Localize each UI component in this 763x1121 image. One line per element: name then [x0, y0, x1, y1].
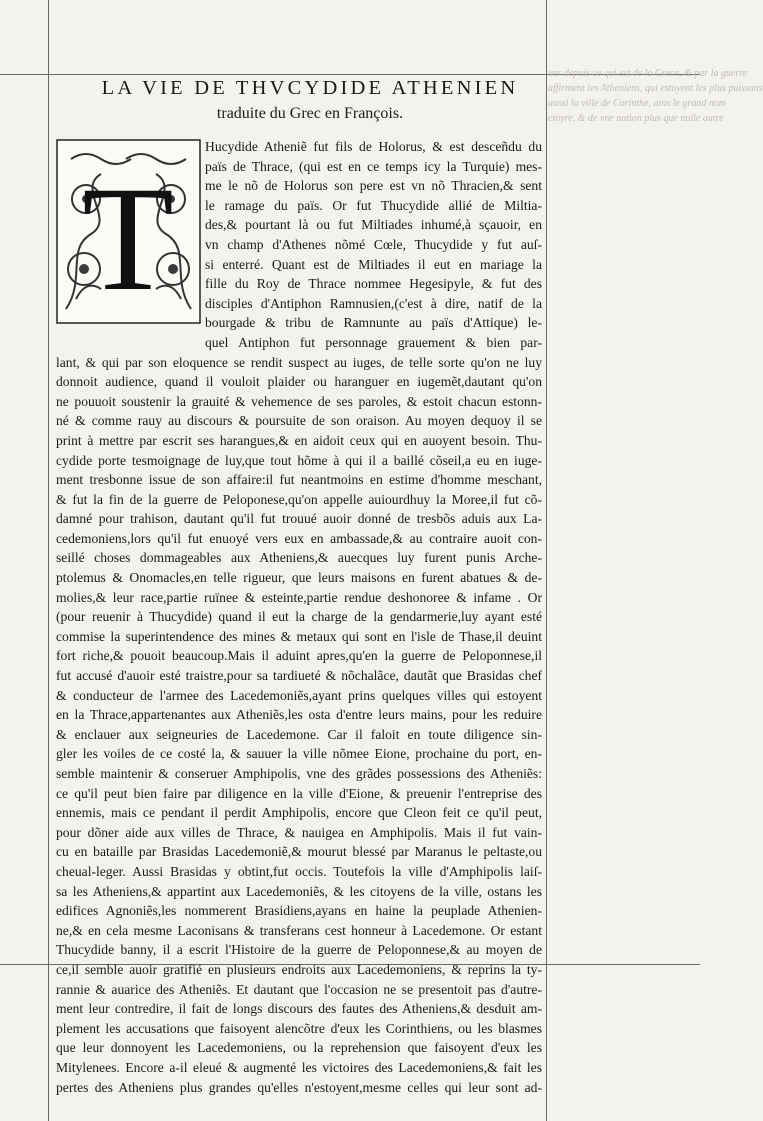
text-line: cu en bataille par Brasidas Lacedemoniẽ,& mourut blessé par Maranus le peltaste,ou	[56, 844, 542, 860]
text-line: seillé choses dommageables aux Atheniens,& auecques luy furent punis Arche-	[56, 550, 542, 566]
text-line: gler les voiles de ce costé la, & sauuer la ville nõmee Eione, prochaine du port, en-	[56, 746, 542, 762]
text-line: en la Thrace,appartenantes aux Atheniẽs,les osta d'entre leurs mains, pour les reduire	[56, 707, 542, 723]
text-line: ment tresbonne issue de son affaire:il fut neantmoins en estime d'homme meschant,	[56, 472, 542, 488]
text-line: ennemis, mais ce pendant il perdit Amphipolis, encore que Cleon feit ce qu'il peut,	[56, 805, 542, 821]
left-margin-rule	[48, 0, 49, 1121]
bleed-line: uer depuis ce qui est de la Grece, & par la guerre	[548, 68, 748, 79]
text-line: disciples d'Antiphon Ramnusien,(c'est à dire, natif de la	[205, 295, 542, 311]
text-line: & conducteur de l'armee des Lacedemoniẽs,ayant prins quelques villes qui estoyent	[56, 687, 542, 703]
bleed-through-text	[548, 66, 763, 136]
text-line: quel Antiphon fut personnage grauement & bien par-	[205, 334, 542, 350]
text-line: damné pour trahison, dautant qu'il fut trouué auoir donné de tresbõs aduis aux La-	[56, 511, 542, 527]
text-line: pertes des Atheniens plus grandes qu'elles n'estoyent,mesme celles qui leur sont ad-	[56, 1079, 542, 1095]
text-line: cedemoniens,lors qu'il fut enuoyé vers eux en ambassade,& au contraire auoit con-	[56, 530, 542, 546]
text-line: edifices Agnoniẽs,les nommerent Brasidiens,ayans en haine la peuplade Athenien-	[56, 903, 542, 919]
text-line: ce qu'il peut bien faire par diligence en la ville d'Eione, & preuenir l'entreprise des	[56, 785, 542, 801]
text-line: que leur donnoyent les Lacedemoniens, ou la reprehension que faisoyent d'eux les	[56, 1040, 542, 1056]
text-line: donnoit audience, quand il vouloit plaider ou haranguer en iugemẽt,dautant qu'on	[56, 374, 542, 390]
text-line: ce,il semble auoir gratifié en plusieurs endroits aux Lacedemoniens, & reprins la ty-	[56, 961, 542, 977]
text-line: le ramage du païs. Or fut Thucydide allié de Miltia-	[205, 197, 542, 213]
text-line: print à mettre par escrit ses harangues,& en aidoit ceux qui en auoyent besoin. Thu-	[56, 432, 542, 448]
text-line: Thucydide banny, il a escrit l'Histoire de la guerre de Peloponnese,& au moyen de	[56, 942, 542, 958]
text-line: Hucydide Atheniẽ fut fils de Holorus, & est desceñdu du	[205, 139, 542, 154]
drop-cap-letter: T	[82, 156, 174, 322]
text-line: vn champ d'Athenes nõmé Cœle, Thucydide y fut auſ-	[205, 236, 542, 252]
text-line: molies,& leur race,partie ruïnee & esteinte,partie rendue deshonoree & infame . Or	[56, 589, 542, 605]
text-line: des,& pourtant là ou fut Miltiades inhumé,à sçauoir, en	[205, 217, 542, 233]
text-line: ne,& en cela mesme Laconisans & transferans cest honneur à Lacedemone. Or estant	[56, 922, 542, 938]
text-line: si enterré. Quant est de Miltiades il eut en mariage la	[205, 256, 542, 272]
bleed-line: ctoyre, & de vne nation plus que nulle autre	[548, 113, 724, 124]
text-line: pour dõner aide aux villes de Thrace, & nauigea en Amphipolis. Mais il fut vain-	[56, 824, 542, 840]
text-line: bourgade & tribu de Ramnunte au païs d'Attique) le-	[205, 315, 542, 331]
text-line: semble maintenir & conseruer Amphipolis, vne des grãdes possessions des Atheniẽs:	[56, 766, 542, 781]
text-line: cheual-leger. Aussi Brasidas y obtint,fut occis. Toutefois la ville d'Amphipolis laiſ-	[56, 863, 542, 879]
text-line: fut accusé d'auoir esté traistre,pour sa tardiueté & nõchalãce, dautãt que Brasidas chef	[56, 668, 542, 684]
text-line: cydide porte tesmoignage de luy,que tout hõme à qui il a baillé cõseil,a eu en iuge-	[56, 452, 542, 468]
text-line: plement les accusations que faisoyent alencõtre d'eux les Corinthiens, ou les blasmes	[56, 1020, 542, 1036]
bleed-line: aussi la ville de Corinthe, ains le grand nom	[548, 98, 727, 109]
text-line: (pour reuenir à Thucydide) quand il eut la charge de la gendarmerie,luy ayant esté	[56, 609, 542, 625]
text-line: commise la superintendence des mines & metaux qui sont en l'isle de Thase,il deuint	[56, 628, 542, 644]
text-line: lant, & qui par son eloquence se rendit suspect au iuges, de telle sorte qu'on ne luy	[56, 354, 542, 370]
body-text	[56, 137, 542, 1097]
text-line: né & comme rauy au discours & poursuite de son oraison. Au moyen dequoy il se	[56, 413, 542, 429]
page-subtitle: traduite du Grec en François.	[216, 105, 404, 122]
text-line: rannie & auarice des Atheniẽs. Et dautant que l'occasion ne se presentoit pas d'autre-	[56, 981, 542, 997]
text-line: ptolemus & Onomacles,en telle rigueur, que leurs maisons en furent abatues & de-	[56, 570, 542, 586]
text-line: & enclauer aux seigneuries de Lacedemone. Car il faloit en toute diligence sin-	[56, 726, 542, 742]
text-line: fort riche,& pouoit beaucoup.Mais il aduint apres,qu'en la guerre de Peloponnese,il	[56, 648, 542, 664]
text-line: fille du Roy de Thrace nommee Hegesipyle, & fut des	[205, 276, 542, 292]
bleed-line: affirment les Atheniens, qui estoyent les plus puissans	[548, 83, 763, 94]
right-margin-rule	[546, 0, 547, 1121]
text-line: ne pouuoit soustenir la grauité & vehemence de ses paroles, & estoit chacun estonn-	[56, 393, 542, 409]
page-title: LA VIE DE THVCYDIDE ATHENIEN	[101, 77, 519, 99]
text-line: païs de Thrace, (qui est en ce temps icy la Turquie) mes-	[205, 158, 542, 174]
text-line: ment leur contredire, il fait de longs discours des fautes des Atheniens,& desduit am-	[56, 1001, 542, 1017]
text-line: me le nõ de Holorus son pere est vn nõ Thracien,& sent	[205, 178, 542, 194]
text-line: sa les Atheniens,& appartint aux Lacedemoniẽs, & les citoyens de la ville, ostans les	[56, 883, 542, 899]
text-line: Mitylenees. Encore a-il eleué & augmenté les victoires des Lacedemoniens,& fait les	[56, 1059, 542, 1075]
text-line: & fut la fin de la guerre de Peloponese,qu'on appelle auiourdhuy la Moree,il fut cõ-	[56, 491, 542, 507]
